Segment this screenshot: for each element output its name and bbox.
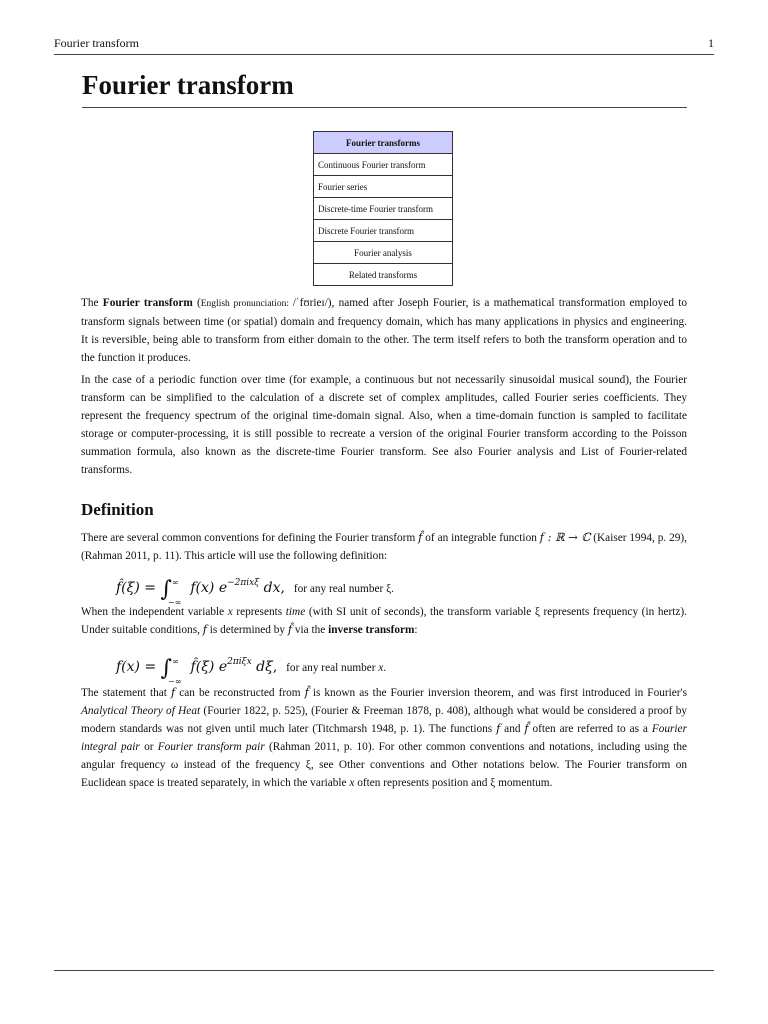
text-run: The statement that	[81, 687, 171, 699]
text-run: (Kaiser 1994, p. 29), (Rahman 2011, p. 11). This article will use the following definition:	[81, 532, 688, 562]
text-run: of an integrable function	[422, 532, 540, 544]
text-run: often represents position and ξ momentum.	[354, 777, 553, 789]
pronunciation-label[interactable]: English pronunciation:	[200, 299, 293, 309]
f-hat-symbol: f̂	[524, 722, 529, 735]
text-run: is determined by	[206, 624, 288, 636]
text-run: can be reconstructed from	[175, 687, 305, 699]
navbox-link-analysis[interactable]: Fourier analysis	[314, 242, 453, 264]
formula-2-note	[286, 662, 386, 674]
intro-paragraph-1	[81, 294, 687, 367]
navbox-link-dft[interactable]: Discrete Fourier transform	[314, 220, 453, 242]
forward-transform-formula: f̂(ξ) = ∫ ∞ −∞ f(x) $e^{-2\pi ix\xi}$ dx, for any real number ξ.	[116, 577, 394, 607]
intro-text: ), named after Joseph Fourier, is a mathematical transformation employed to transform signals between time (or spatial) domain and frequency domain, which has many applications in physics and engineering. It is reversible, being able to transform from either domain to the other. The term itself refers to both the transform operation and to the function it produces.	[81, 297, 688, 364]
text-run: x	[227, 606, 233, 618]
book-title: Analytical Theory of Heat	[81, 705, 201, 717]
navbox-link-series[interactable]: Fourier series	[314, 176, 453, 198]
function-signature-math: f : ℝ → ℂ	[539, 531, 591, 544]
definition-sentence-1	[81, 529, 687, 565]
f-symbol: f	[202, 623, 207, 636]
note-var: x	[378, 662, 384, 674]
navbox-link-continuous[interactable]: Continuous Fourier transform	[314, 154, 453, 176]
intro-section	[81, 294, 687, 483]
page-title: Fourier transform	[82, 70, 687, 108]
text-run: x	[349, 777, 355, 789]
f-hat-symbol: f̂	[304, 686, 309, 699]
page-number: 1	[708, 36, 714, 50]
running-header	[54, 36, 714, 55]
running-title: Fourier transform	[54, 36, 139, 50]
footer-rule	[54, 970, 714, 971]
inverse-transform-formula: f(x) = ∫ ∞ −∞ f̂(ξ) $e^{2\pi i\xi x}$ dξ, for any real number x.	[116, 656, 387, 686]
text-run: time	[285, 606, 306, 618]
text-run: (with SI unit of seconds), the transform variable ξ represents frequency (in hertz). Under suitable conditions,	[81, 606, 687, 636]
formula-1-note: for any real number ξ.	[293, 583, 394, 595]
fourier-navbox	[313, 131, 453, 286]
text-run: represents	[232, 606, 286, 618]
navbox-link-related[interactable]: Related transforms	[314, 264, 453, 286]
text-run: (Rahman 2011, p. 10). For other common conventions and notations, including using the angular frequency ω instead of the frequency ξ, see Other conventions and Other notations below. The Fourier transform on Euclidean space is treated separately, in which the variable	[81, 741, 687, 789]
f-symbol: f	[170, 686, 176, 699]
intro-text: The	[81, 297, 103, 309]
navbox-heading: Fourier transforms	[314, 132, 453, 154]
intro-paragraph-2: In the case of a periodic function over time (for example, a continuous but not necessarily sinusoidal musical sound), the Fourier transform can be simplified to the calculation of a discrete set of complex amplitudes, called Fourier series coefficients. They represent the frequency spectrum of the original time-domain signal. Also, when a time-domain function is sampled to facilitate storage or computer-processing, it is still possible to recreate a version of the original Fourier transform according to the Poisson summation formula, also known as the discrete-time Fourier transform. See also Fourier analysis and List of Fourier-related transforms.	[81, 374, 687, 476]
navbox-link-dtft[interactable]: Discrete-time Fourier transform	[314, 198, 453, 220]
definition-sentence-2	[81, 603, 687, 639]
intro-text: (	[192, 297, 201, 309]
f-hat-symbol: f̂	[418, 531, 423, 544]
term-fourier-transform: Fourier transform	[102, 297, 193, 309]
definition-heading: Definition	[81, 500, 154, 519]
term-transform-pair: Fourier transform pair	[157, 741, 265, 753]
text-run: and	[500, 723, 525, 735]
term-integral-pair: Fourier integral pair	[81, 723, 687, 753]
note-text: .	[383, 662, 387, 674]
text-run: (Fourier 1822, p. 525), (Fourier & Freeman 1878, p. 408), although what would be considered a proof by modern standards was not given until much later (Titchmarsh 1948, p. 1). The functions	[81, 705, 688, 735]
f-symbol: f	[496, 722, 501, 735]
text-run: often are referred to as a	[528, 723, 652, 735]
ipa-text[interactable]: /ˈfʊrieɪ/	[292, 297, 328, 309]
f-hat-symbol: f̂	[287, 623, 293, 636]
text-run: is known as the Fourier inversion theorem, and was first introduced in Fourier's	[308, 687, 687, 699]
text-run: There are several common conventions for defining the Fourier transform	[81, 532, 419, 544]
note-text: for any real number	[286, 662, 379, 674]
text-run: via the	[292, 624, 329, 636]
text-run: When the independent variable	[81, 606, 228, 618]
text-run: or	[139, 741, 158, 753]
term-inverse-transform: inverse transform	[328, 624, 415, 636]
definition-sentence-3	[81, 684, 687, 792]
text-run: :	[414, 624, 418, 636]
